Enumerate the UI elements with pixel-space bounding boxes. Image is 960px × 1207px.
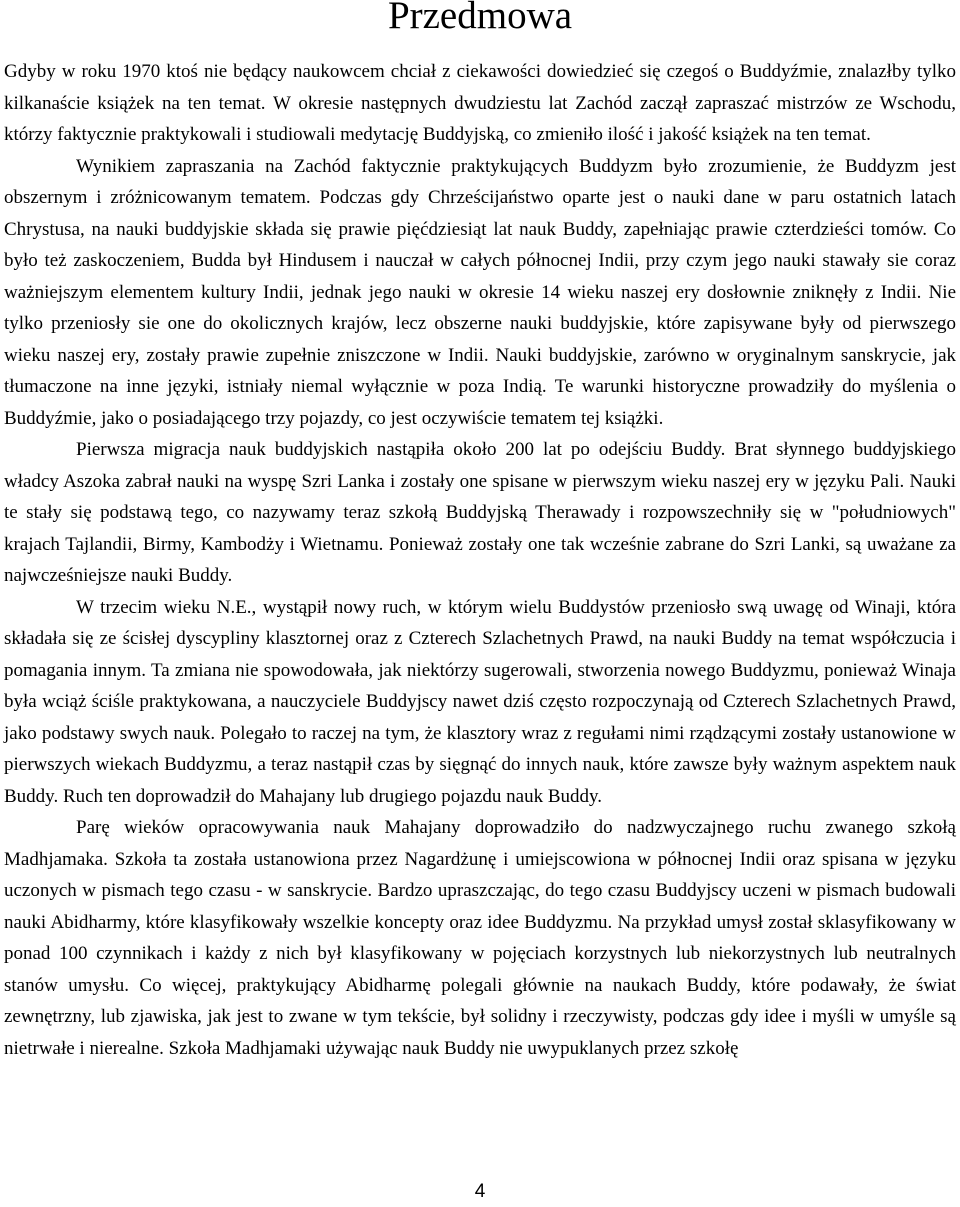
paragraph: Parę wieków opracowywania nauk Mahajany doprowadziło do nadzwyczajnego ruchu zwanego szkołą Madhjamaka. Szkoła ta została ustanowiona przez Nagardżunę i umiejscowiona w północnej Indii oraz spisana w języku uczonych w pismach tego czasu - w sanskrycie. Bardzo upraszczając, do tego czasu Buddyjscy uczeni w pismach budowali nauki Abidharmy, które klasyfikowały wszelkie koncepty oraz idee Buddyzmu. Na przykład umysł został sklasyfikowany w ponad 100 czynnikach i każdy z nich był klasyfikowany w pojęciach korzystnych lub niekorzystnych lub neutralnych stanów umysłu. Co więcej, praktykujący Abidharmę polegali głównie na naukach Buddy, które podawały, że świat zewnętrzny, lub zjawiska, jak jest to zwane w tym tekście, był solidny i rzeczywisty, podczas gdy idee i myśli w umyśle są nietrwałe i nierealne. Szkoła Madhjamaki używając nauk Buddy nie uwypuklanych przez szkołę (4, 817, 956, 1059)
paragraph: W trzecim wieku N.E., wystąpił nowy ruch, w którym wielu Buddystów przeniosło swą uwagę od Winaji, która składała się ze ścisłej dyscypliny klasztornej oraz z Czterech Szlachetnych Prawd, na nauki Buddy na temat współczucia i pomagania innym. Ta zmiana nie spowodowała, jak niektórzy sugerowali, stworzenia nowego Buddyzmu, ponieważ Winaja była wciąż ściśle praktykowana, a nauczyciele Buddyjscy nawet dziś często rozpoczynają od Czterech Szlachetnych Prawd, jako podstawy swych nauk. Polegało to raczej na tym, że klasztory wraz z regułami nimi rządzącymi zostały ustanowione w pierwszych wiekach Buddyzmu, a teraz nastąpił czas by sięgnąć do innych nauk, które zawsze były ważnym aspektem nauk Buddy. Ruch ten doprowadził do Mahajany lub drugiego pojazdu nauk Buddy. (4, 596, 956, 807)
page-title: Przedmowa (387, 0, 573, 37)
page-number: 4 (474, 1181, 486, 1202)
paragraph: Wynikiem zapraszania na Zachód faktycznie praktykujących Buddyzm było zrozumienie, że Buddyzm jest obszernym i zróżnicowanym tematem. Podczas gdy Chrześcijaństwo oparte jest o nauki dane w paru ostatnich latach Chrystusa, na nauki buddyjskie składa się prawie pięćdziesiąt lat nauk Buddy, zapełniając prawie czterdzieści tomów. Co było też zaskoczeniem, Budda był Hindusem i nauczał w całych północnej Indii, przy czym jego nauki stawały sie coraz ważniejszym elementem kultury Indii, jednak jego nauki w okresie 14 wieku naszej ery dosłownie zniknęły z Indii. Nie tylko przeniosły sie one do okolicznych krajów, lecz obszerne nauki buddyjskie, które zapisywane były od pierwszego wieku naszej ery, zostały prawie zupełnie zniszczone w Indii. Nauki buddyjskie, zarówno w oryginalnym sanskrycie, jak tłumaczone na inne języki, istniały niemal wyłącznie w poza Indią. Te warunki historyczne prowadziły do myślenia o Buddyźmie, jako o posiadającego trzy pojazdy, co jest oczywiście tematem tej książki. (4, 155, 956, 429)
paragraph: Pierwsza migracja nauk buddyjskich nastąpiła około 200 lat po odejściu Buddy. Brat słynnego buddyjskiego władcy Aszoka zabrał nauki na wyspę Szri Lanka i zostały one spisane w pierwszym wieku naszej ery w języku Pali. Nauki te stały się podstawą tego, co nazywamy teraz szkołą Buddyjską Therawady i rozpowszechniły się w "południowych" krajach Tajlandii, Birmy, Kambodży i Wietnamu. Ponieważ zostały one tak wcześnie zabrane do Szri Lanki, są uważane za najwcześniejsze nauki Buddy. (4, 439, 956, 586)
paragraph-intro: Gdyby w roku 1970 ktoś nie będący naukowcem chciał z ciekawości dowiedzieć się czegoś o Buddyźmie, znalazłby tylko kilkanaście książek na ten temat. W okresie następnych dwudziestu lat Zachód zaczął zapraszać mistrzów ze Wschodu, którzy faktycznie praktykowali i studiowali medytację Buddyjską, co zmieniło ilość i jakość książek na ten temat. (4, 61, 956, 145)
document-body (4, 56, 956, 1064)
